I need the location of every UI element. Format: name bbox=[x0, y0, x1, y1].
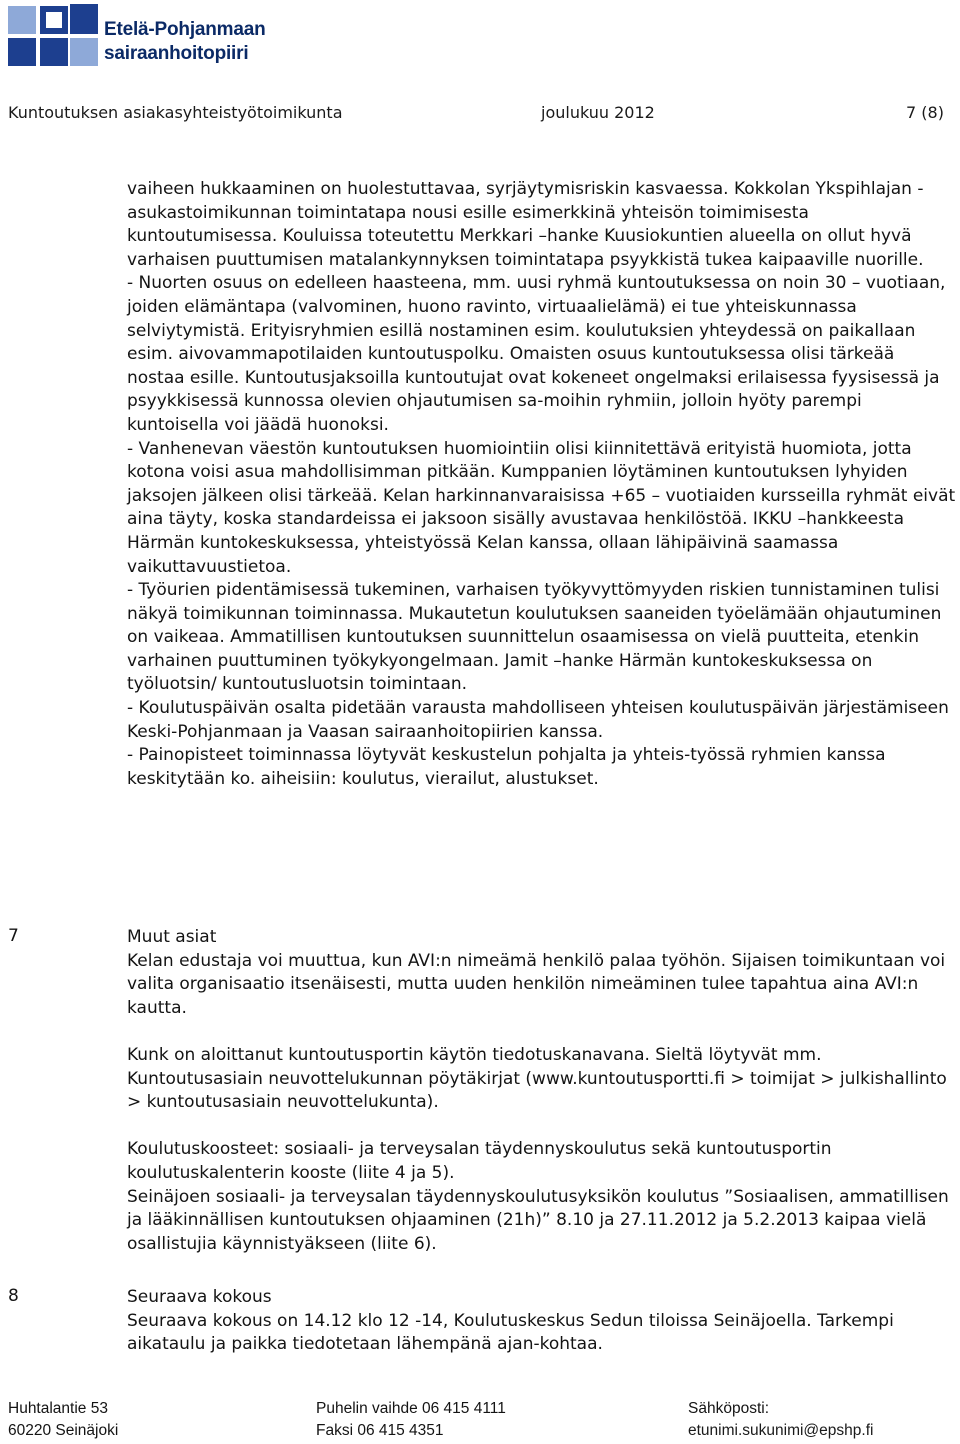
paragraph: Seuraava kokous on 14.12 klo 12 -14, Koulutuskeskus Sedun tiloissa Seinäjoella. Tarkempi aikataulu ja paikka tiedotetaan lähempänä ajan-kohtaa. bbox=[127, 1310, 894, 1355]
footer-phone-block bbox=[316, 1398, 506, 1442]
footer-phone: Puhelin vaihde 06 415 4111 bbox=[316, 1400, 506, 1417]
section-7 bbox=[127, 926, 957, 1256]
footer-fax: Faksi 06 415 4351 bbox=[316, 1422, 444, 1439]
footer-email-block bbox=[688, 1398, 873, 1442]
logo-line-1: Etelä-Pohjanmaan bbox=[104, 19, 266, 40]
footer-email-link[interactable]: etunimi.sukunimi@epshp.fi bbox=[688, 1422, 874, 1439]
section-8-title: Seuraava kokous bbox=[127, 1287, 272, 1307]
continuation-text bbox=[127, 178, 957, 791]
hospital-district-logo bbox=[6, 4, 306, 68]
footer-address bbox=[8, 1398, 118, 1442]
logo-line-2: sairaanhoitopiiri bbox=[104, 43, 249, 64]
paragraph: - Vanhenevan väestön kuntoutuksen huomiointiin olisi kiinnitettävä erityistä huomiota, jotta kotona voisi asua mahdollisimman pitkään. Kumppanien löytäminen kuntoutuksen lyhyiden jaksojen jälkeen olisi tärkeää. Kelan harkinnanvaraisissa +65 – vuotiaiden kursseilla ryhmät eivät aina täyty, koska standardeissa ei jaksoon sisälly avustavaa henkilöstöä. IKKU –hankkeesta Härmän kuntokeskuksessa, yhteistyössä Kelan kanssa, ollaan lähipäivinä saamassa vaikuttavuustietoa. bbox=[127, 438, 956, 577]
page-number: 7 (8) bbox=[906, 103, 944, 122]
footer-street: Huhtalantie 53 bbox=[8, 1400, 108, 1417]
section-8 bbox=[127, 1286, 957, 1357]
paragraph: Kelan edustaja voi muuttua, kun AVI:n nimeämä henkilö palaa työhön. Sijaisen toimikuntaan voi valita organisaatio itsenäisesti, mutta uuden henkilön nimeäminen tulee tapahtua aina AVI:n kautta. bbox=[127, 950, 946, 1018]
document-date: joulukuu 2012 bbox=[541, 103, 655, 122]
paragraph: Seinäjoen sosiaali- ja terveysalan täydennyskoulutusyksikön koulutus ”Sosiaalisen, ammatillisen ja lääkinnällisen kuntoutuksen ohjaaminen (21h)” 8.10 ja 27.11.2012 ja 5.2.2013 kaipaa vielä osallistujia käynnistyäkseen (liite 6). bbox=[127, 1186, 949, 1254]
paragraph: - Nuorten osuus on edelleen haasteena, mm. uusi ryhmä kuntoutuksessa on noin 30 – vuotiaan, joiden elämäntapa (valvominen, huono ravinto, virtuaalielämä) ei tue yhteiskunnassa selviytymistä. Erityisryhmien esillä nostaminen esim. koulutuksien yhteydessä on paikallaan esim. aivovammapotilaiden kuntoutuspolku. Omaisten osuus kuntoutuksessa olisi tärkeää nostaa esille. Kuntoutusjaksoilla kuntoutujat ovat kokeneet ongelmaksi erilaisessa fyysisessä ja psyykkisessä kunnossa olevien ohjautumisen sa-moihin ryhmiin, jolloin hyöty parempi kuntoisella voi jäädä huonoksi. bbox=[127, 273, 946, 435]
footer-email-label: Sähköposti: bbox=[688, 1400, 769, 1417]
paragraph: Koulutuskoosteet: sosiaali- ja terveysalan täydennyskoulutus sekä kuntoutusportin koulutuskalenterin kooste (liite 4 ja 5). bbox=[127, 1139, 832, 1183]
document-organization: Kuntoutuksen asiakasyhteistyötoimikunta bbox=[8, 103, 343, 122]
footer-city: 60220 Seinäjoki bbox=[8, 1422, 119, 1439]
logo-mark-icon bbox=[6, 4, 102, 68]
paragraph: - Koulutuspäivän osalta pidetään varausta mahdolliseen yhteisen koulutuspäivän järjestämiseen Keski-Pohjanmaan ja Vaasan sairaanhoitopiirien kanssa. bbox=[127, 698, 949, 742]
section-7-title: Muut asiat bbox=[127, 927, 217, 947]
paragraph: - Työurien pidentämisessä tukeminen, varhaisen työkyvyttömyyden riskien tunnistaminen tulisi näkyä toimikunnan toiminnassa. Mukautetun koulutuksen saaneiden työelämään ohjautuminen on vaikeaa. Ammatillisen kuntoutuksen suunnittelun osaamisessa on vielä puutteita, etenkin varhainen puuttuminen työkykyongelmaan. Jamit –hanke Härmän kuntokeskuksessa on työluotsin/ kuntoutusluotsin toimintaan. bbox=[127, 580, 942, 695]
section-7-number: 7 bbox=[8, 926, 19, 946]
logo-wordmark bbox=[104, 18, 266, 66]
paragraph: Kunk on aloittanut kuntoutusportin käytön tiedotuskanavana. Sieltä löytyvät mm. Kuntoutusasiain neuvottelukunnan pöytäkirjat (www.kuntoutusportti.fi > toimijat > julkishallinto > kuntoutusasiain neuvottelukunta). bbox=[127, 1044, 947, 1113]
paragraph: - Painopisteet toiminnassa löytyvät keskustelun pohjalta ja yhteis-työssä ryhmien kanssa keskitytään ko. aiheisiin: koulutus, vierailut, alustukset. bbox=[127, 745, 886, 789]
paragraph: vaiheen hukkaaminen on huolestuttavaa, syrjäytymisriskin kasvaessa. Kokkolan Ykspihlajan -asukastoimikunnan toimintatapa nousi esille esimerkkinä yhteisön toimimisesta kuntoutumisessa. Kouluissa toteutettu Merkkari –hanke Kuusiokuntien alueella on ollut hyvä varhaisen puuttumisen matalankynnyksen toimintatapa psyykkistä tukea kaipaaville nuorille. bbox=[127, 179, 924, 270]
section-8-number: 8 bbox=[8, 1286, 19, 1306]
